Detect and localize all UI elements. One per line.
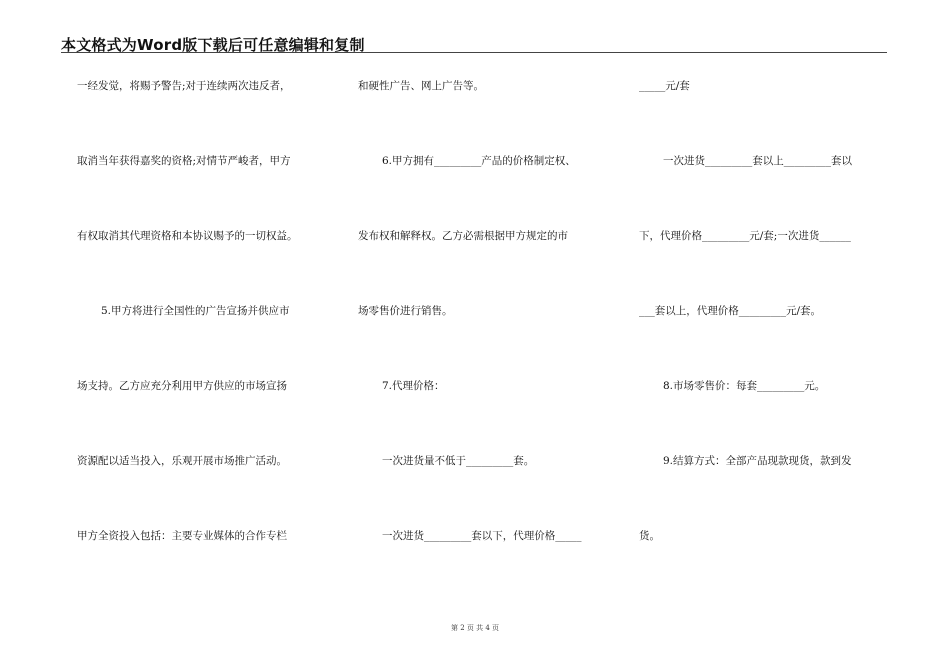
column-line: 一次进货量不低于_________套。 — [382, 455, 535, 467]
column-line: 场支持。乙方应充分利用甲方供应的市场宣扬 — [77, 380, 287, 392]
column-line: ___套以上，代理价格_________元/套。 — [639, 305, 822, 317]
page-number-footer: 第 2 页 共 4 页 — [450, 624, 500, 632]
column-line: 5.甲方将进行全国性的广告宣扬并供应市 — [101, 305, 290, 317]
document-header-title: 本文格式为Word版下载后可任意编辑和复制 — [61, 36, 365, 54]
column-line: 一次进货_________套以下，代理价格_____ — [382, 530, 582, 542]
column-line: 一次进货_________套以上_________套以 — [663, 155, 852, 167]
column-line: 货。 — [639, 530, 660, 542]
column-line: 下，代理价格_________元/套;一次进货______ — [639, 230, 851, 242]
column-line: 甲方全资投入包括：主要专业媒体的合作专栏 — [77, 530, 287, 542]
column-line: 资源配以适当投入，乐观开展市场推广活动。 — [77, 455, 287, 467]
column-line: 发布权和解释权。乙方必需根据甲方规定的市 — [358, 230, 568, 242]
column-line: 9.结算方式：全部产品现款现货，款到发 — [663, 455, 852, 467]
column-line: _____元/套 — [639, 80, 690, 92]
column-line: 有权取消其代理资格和本协议赐予的一切权益。 — [77, 230, 298, 242]
column-line: 8.市场零售价：每套_________元。 — [663, 380, 826, 392]
column-line: 取消当年获得嘉奖的资格;对情节严峻者，甲方 — [77, 155, 291, 167]
column-line: 7.代理价格： — [382, 380, 445, 392]
column-line: 6.甲方拥有_________产品的价格制定权、 — [382, 155, 576, 167]
header-divider — [61, 52, 887, 53]
column-line: 和硬性广告、网上广告等。 — [358, 80, 484, 92]
column-line: 场零售价进行销售。 — [358, 305, 453, 317]
column-line: 一经发觉，将赐予警告;对于连续两次违反者， — [77, 80, 291, 92]
